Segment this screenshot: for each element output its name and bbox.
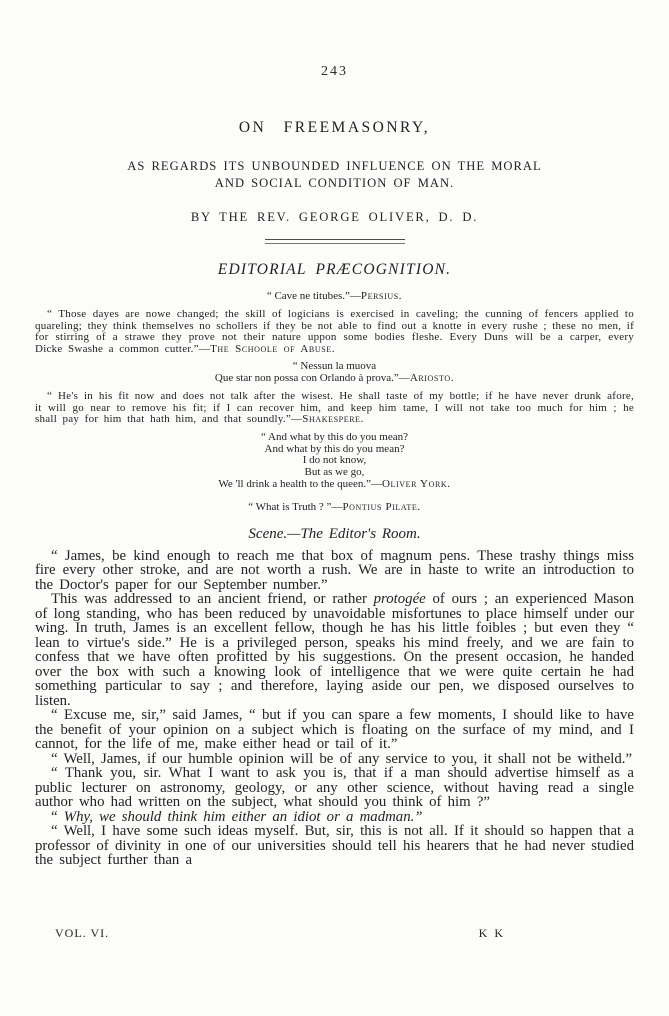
- verse-line: [35, 373, 634, 385]
- epigraph-schoole-of-abuse: [35, 309, 634, 355]
- verse-line: And what by this do you mean?: [264, 442, 405, 455]
- epigraph-attribution: Ariosto.: [409, 372, 455, 385]
- epigraph-text: “ What is Truth ? ”—: [248, 500, 343, 513]
- verse-line: “ And what by this do you mean?: [261, 430, 408, 443]
- scene-heading: Scene.—The Editor's Room.: [248, 525, 421, 542]
- epigraph-attribution: The Schoole of Abuse.: [210, 342, 336, 355]
- verse-line: But as we go,: [304, 466, 365, 479]
- epigraph-text: “ He's in his fit now and does not talk after the wisest. He shall taste of my bottle; if he have never drunk afore, it will go near to remove his fit; if I can recover him, and keep him tame, I will not take too much for him ; he shall pay for him that hath him, and that soundly.”—: [35, 389, 634, 426]
- decorative-rule: [265, 239, 405, 244]
- epigraph-text: We 'll drink a health to the queen.”—: [218, 477, 382, 490]
- verse-line: “ Nessun la muova: [292, 360, 377, 373]
- article-title: ON FREEMASONRY,: [238, 119, 431, 136]
- paragraph-narration: This was addressed to an ancient friend, or rather protogée of ours ; an experienced Mason of long standing, who has been reduced by unavoidable misfortunes to place himself under our wing. In truth, James is an excellent fellow, though he has his little foibles ; but even they “ lean to virtue's side.” He is a privileged person, speaks his mind freely, and we are fain to confess that we have often profitted by his suggestions. On the present occasion, he handed over the box with such a knowing look of intelligence that we were quite certain he had something particular to say ; and therefore, laying aside our pen, we disposed ourselves to listen.: [35, 591, 634, 709]
- paragraph-thank-you: “ Thank you, sir. What I want to ask you is, that if a man should advertise himself as a public lecturer on astronomy, geology, or any other science, without having read a single author who had written on the subject, what should you think of him ?”: [35, 765, 634, 811]
- epigraph-attribution: Oliver York.: [381, 477, 451, 490]
- epigraph-shakespere: [35, 391, 634, 426]
- paragraph-excuse-me: “ Excuse me, sir,” said James, “ but if you can spare a few moments, I should like to have the benefit of your opinion on a subject which is floating on the surface of my mind, and I cannot, for the life of me, make either head or tail of it.”: [35, 707, 634, 753]
- subtitle-line-2: AND SOCIAL CONDITION OF MAN.: [214, 176, 455, 190]
- byline: BY THE REV. GEORGE OLIVER, D. D.: [190, 210, 479, 224]
- page-number: 243: [321, 64, 348, 79]
- verse-line: I do not know,: [302, 454, 367, 467]
- epigraph-text: “ Those dayes are nowe changed; the skill of logicians is exercised in caveling; the cunning of fencers applied to quareling; they think themselves no schollers if they be not able to find out a knotte in every rushe ; these no men, if for stirring of a strawe they prove not their nature uppon some bodies fleshe. Every Duns will be a carper, every Dicke Swashe a common cutter.”—: [35, 308, 634, 355]
- epigraph-attribution: Shakespere.: [302, 413, 364, 426]
- paragraph-professor-divinity: “ Well, I have some such ideas myself. But, sir, this is not all. If it should so happen that a professor of divinity in one of our universities should tell his hearers that he had never studied the subject further than a: [35, 823, 634, 869]
- epigraph-pontius-pilate: [35, 501, 634, 514]
- epigraph-attribution: Pontius Pilate.: [342, 500, 421, 513]
- section-heading: EDITORIAL PRÆCOGNITION.: [217, 261, 452, 278]
- epigraph-ariosto: [35, 361, 634, 385]
- verse-line: [35, 479, 634, 491]
- volume-label: VOL. VI.: [55, 926, 110, 940]
- signature-mark: K K: [478, 926, 505, 940]
- paragraph-idiot-or-madman: “ Why, we should think him either an idiot or a madman.”: [51, 808, 423, 825]
- epigraph-attribution: Persius.: [360, 290, 403, 302]
- epigraph-text: Que star non possa con Orlando à prova.”—: [214, 372, 410, 385]
- subtitle-line-1: AS REGARDS ITS UNBOUNDED INFLUENCE ON THE MORAL: [127, 159, 542, 173]
- paragraph-james-request: “ James, be kind enough to reach me that box of magnum pens. These trashy things miss fire every other stroke, and are not worth a rush. We are in haste to write an introduction to the Doctor's paper for our September number.”: [35, 547, 634, 593]
- page-footer: [55, 926, 505, 940]
- article-subtitle: [35, 158, 634, 192]
- epigraph-oliver-york: [35, 432, 634, 491]
- epigraph-persius: [35, 290, 634, 303]
- paragraph-editor-reply: “ Well, James, if our humble opinion will be of any service to you, it shall not be witheld.”: [51, 750, 633, 767]
- dialogue-body: [35, 549, 634, 868]
- epigraph-text: “ Cave ne titubes.”—: [266, 290, 361, 302]
